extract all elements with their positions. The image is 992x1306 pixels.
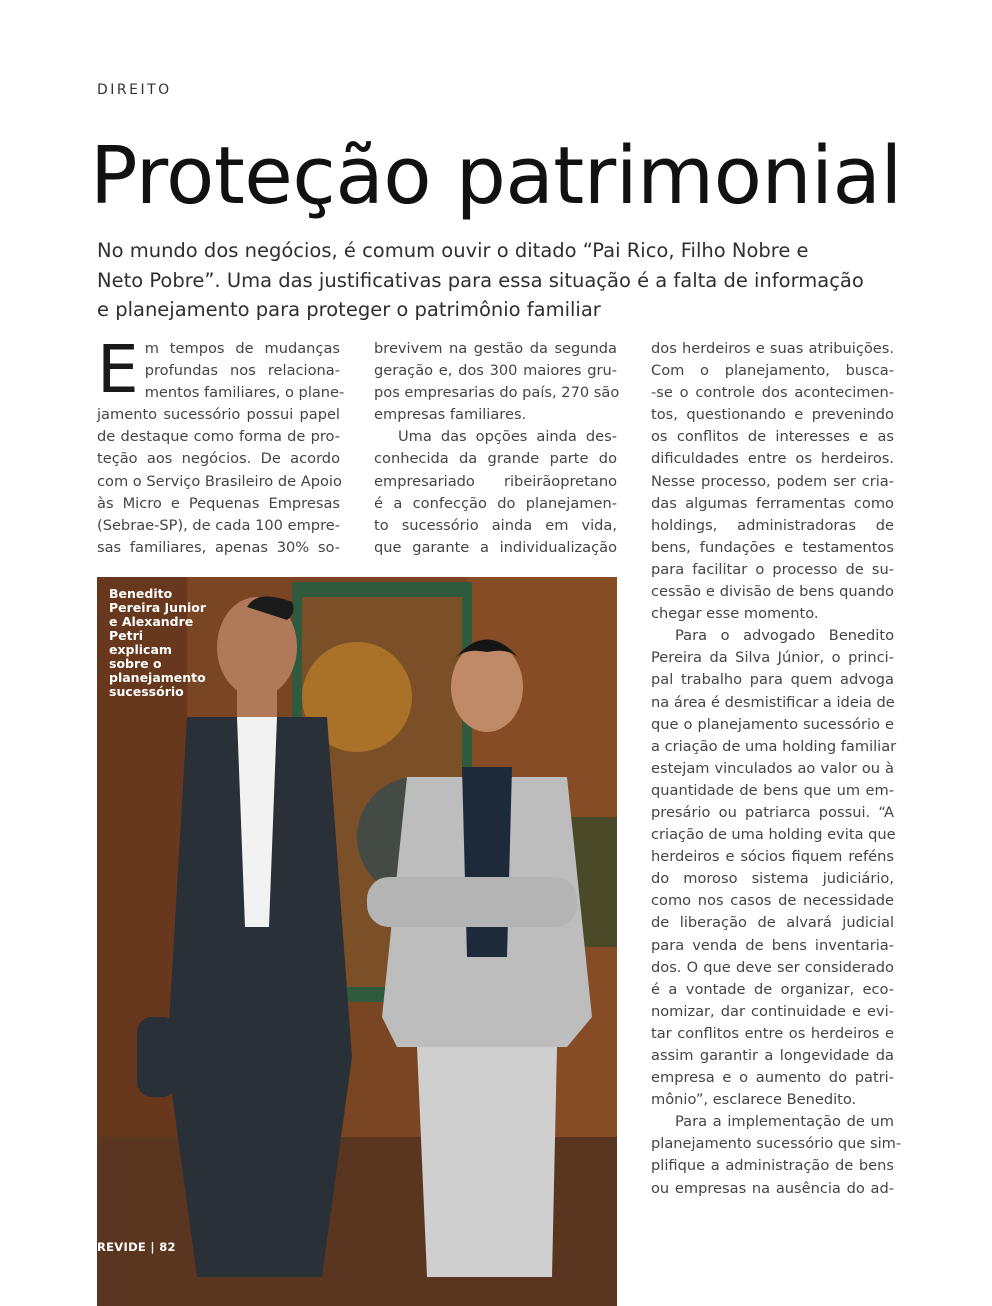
body-line: bens, fundações e testamentos [651,538,894,556]
body-line: pal trabalho para quem advoga [651,671,894,689]
body-line: to sucessório ainda em vida, [374,516,617,534]
body-line: como nos casos de necessidade [651,892,894,910]
body-line: jamento sucessório possui papel [97,406,340,424]
body-line: assim garantir a longevidade da [651,1047,894,1064]
body-line: é a confecção do planejamen- [374,494,617,512]
body-column-1 [97,331,345,559]
body-line: Nesse processo, podem ser cria- [651,472,894,490]
body-line: -se o controle dos acontecimen- [651,384,894,402]
body-line: brevivem na gestão da segunda [374,340,617,357]
body-line: mônio”, esclarece Benedito. [651,1091,857,1109]
body-line: nomizar, dar continuidade e evi- [651,1002,894,1020]
body-line: é a vontade de organizar, eco- [651,980,894,998]
body-line: que garante a individualização [374,538,617,556]
section-label: DIREITO [97,82,172,98]
body-line: Pereira da Silva Júnior, o princi- [651,649,894,667]
body-line: cessão e divisão de bens quando [651,583,894,601]
body-line: chegar esse momento. [651,605,819,623]
body-line: quantidade de bens que um em- [651,781,894,799]
body-line: com o Serviço Brasileiro de Apoio [97,472,342,490]
body-line: pos empresarias do país, 270 são [374,384,620,402]
body-line: que o planejamento sucessório e [651,715,894,733]
body-line: teção aos negócios. De acordo [97,450,340,468]
body-line: dos herdeiros e suas atribuições. [651,340,894,357]
article-lead [97,236,864,325]
body-line: de destaque como forma de pro- [97,428,340,446]
body-line: do moroso sistema judiciário, [651,870,894,888]
body-line: ou empresas na ausência do ad- [651,1179,894,1197]
lead-line: Neto Pobre”. Uma das justificativas para essa situação é a falta de informação [97,268,864,292]
body-line: profundas nos relaciona- [144,362,340,380]
body-line: holdings, administradoras de [651,516,894,534]
body-line: tos, questionando e prevenindo [651,406,894,424]
body-line: criação de uma holding evita que [651,826,896,844]
body-line: empresas familiares. [374,406,527,424]
body-line: tar conflitos entre os herdeiros e [651,1024,894,1042]
body-line: plifique a administração de bens [651,1157,894,1175]
body-line: Para o advogado Benedito [675,627,894,645]
body-line: planejamento sucessório que sim- [651,1135,902,1153]
body-line: a criação de uma holding familiar [651,737,897,755]
body-line: empresa e o aumento do patri- [651,1069,894,1087]
body-line: sas familiares, apenas 30% so- [97,538,340,556]
article-title: Proteção patrimonial [90,130,902,222]
body-line: os conflitos de interesses e as [651,428,894,446]
body-line: empresariado ribeirãopretano [374,472,617,490]
drop-cap: E [97,331,139,408]
body-line: estejam vinculados ao valor ou à [651,759,894,777]
body-line: (Sebrae-SP), de cada 100 empre- [97,516,340,534]
body-line: às Micro e Pequenas Empresas [97,494,340,512]
body-line: Uma das opções ainda des- [398,428,617,446]
body-line: presário ou patriarca possui. “A [651,803,894,821]
article-photo [97,577,617,1306]
body-line: dificuldades entre os herdeiros. [651,450,894,468]
body-line: Para a implementação de um [675,1113,894,1131]
body-line: mentos familiares, o plane- [144,384,345,402]
body-line: das algumas ferramentas como [651,494,894,512]
page-footer: REVIDE | 82 [97,1240,176,1254]
body-line: para venda de bens inventaria- [651,936,894,954]
body-line: na área é desmistificar a ideia de [651,693,895,711]
photo-caption: Benedito Pereira Junior e Alexandre Petri explicam sobre o planejamento sucessório [109,586,207,699]
body-column-2 [374,338,620,559]
body-line: m tempos de mudanças [144,340,340,357]
body-line: para facilitar o processo de su- [651,560,894,578]
body-line: de liberação de alvará judicial [651,914,894,932]
body-line: geração e, dos 300 maiores gru- [374,362,617,380]
body-column-3 [651,338,902,1200]
body-line: Com o planejamento, busca- [651,362,894,380]
body-line: conhecida da grande parte do [374,450,617,468]
lead-line: No mundo dos negócios, é comum ouvir o ditado “Pai Rico, Filho Nobre e [97,239,809,262]
body-line: herdeiros e sócios fiquem reféns [651,848,894,866]
body-line: dos. O que deve ser considerado [651,958,894,976]
lead-line: e planejamento para proteger o patrimônio familiar [97,298,601,321]
